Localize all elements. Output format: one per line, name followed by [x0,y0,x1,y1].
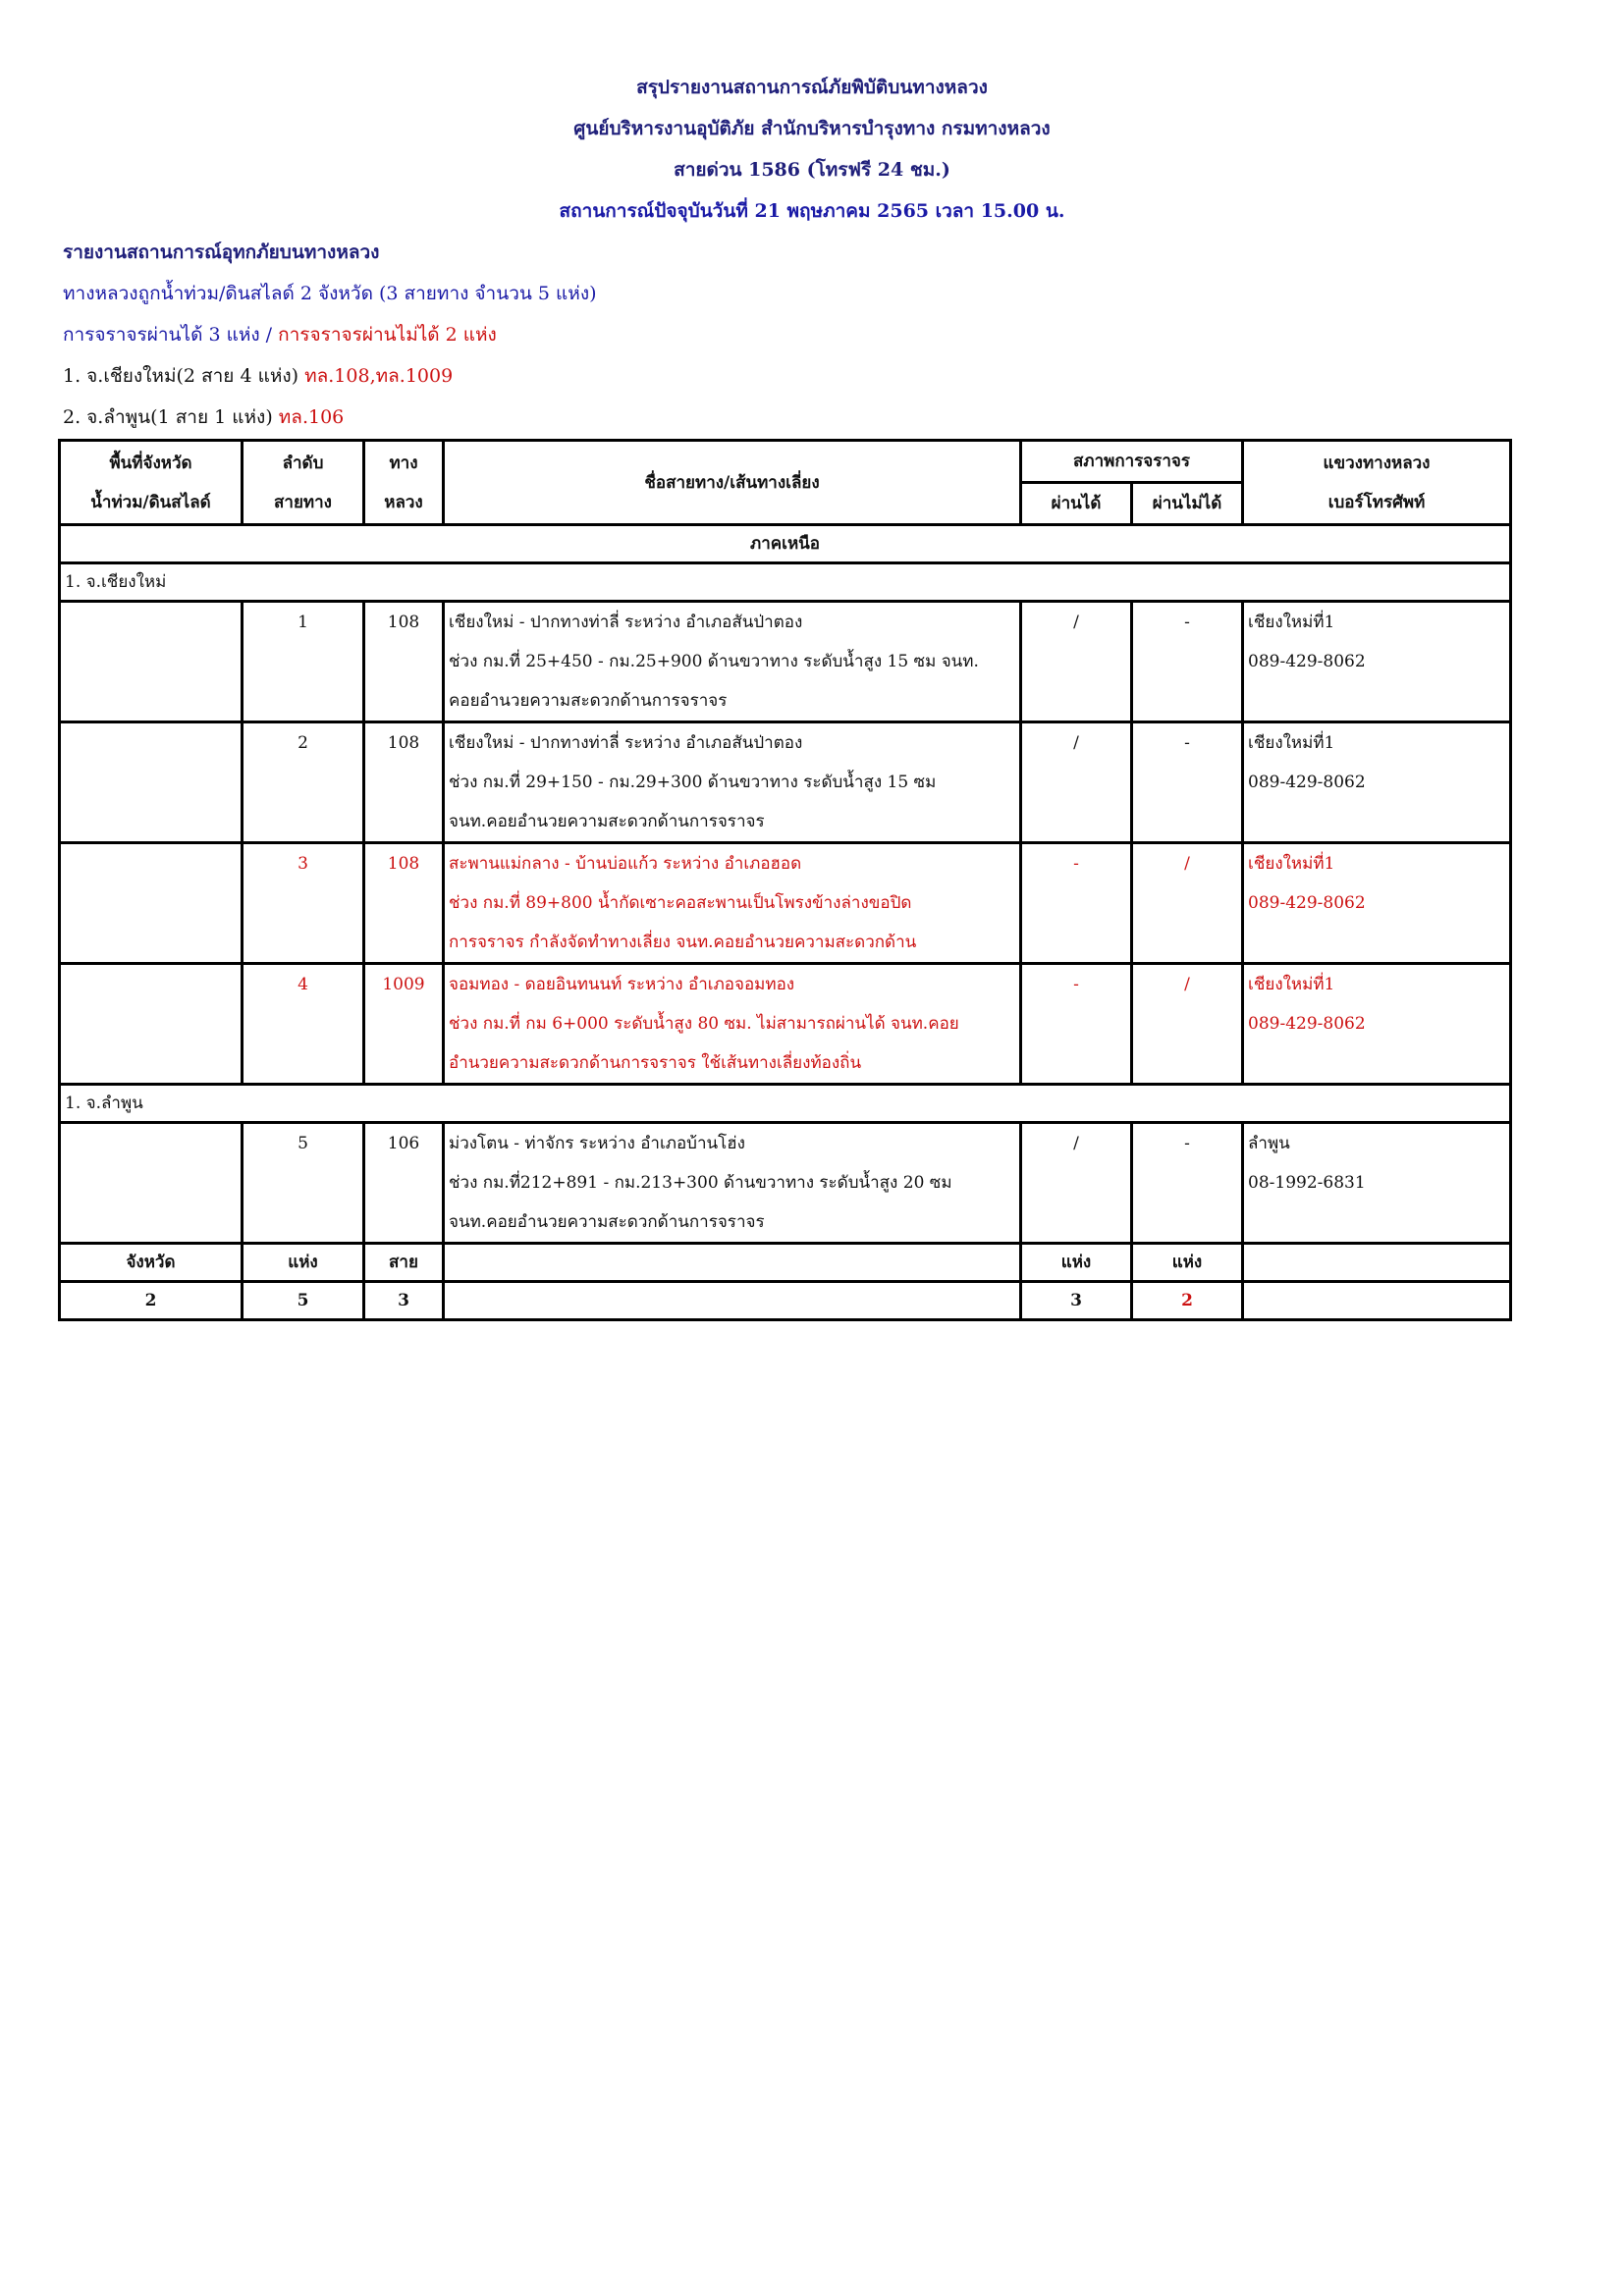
province-row-lamphun [60,1085,1511,1123]
province-2-summary [63,402,344,432]
route-description: จอมทอง - ดอยอินทนนท์ ระหว่าง อำเภอจอมทอง ช่วง กม.ที่ กม 6+000 ระดับน้ำสูง 80 ซม. ไม่สามารถผ่านได้ จนท.คอย อำนวยความสะดวกด้านการจราจร ใช้เส้นทางเลี่ยงท้องถิ่น [444,964,1021,1085]
route-description: ม่วงโตน - ท่าจักร ระหว่าง อำเภอบ้านโฮ่ง ช่วง กม.ที่212+891 - กม.213+300 ด้านขวาทาง ระดับน้ำสูง 20 ซม จนท.คอยอำนวยความสะดวกด้านการจราจร [444,1123,1021,1244]
region-label: ภาคเหนือ [60,525,1511,563]
table-row: 2 108 เชียงใหม่ - ปากทางท่าลี่ ระหว่าง อำเภอสันป่าตอง ช่วง กม.ที่ 29+150 - กม.29+300 ด้านขวาทาง ระดับน้ำสูง 15 ซม จนท.คอยอำนวยความสะดวกด้านการจราจร / - เชียงใหม่ที่1 089-429-8062 [60,722,1511,843]
route-description: เชียงใหม่ - ปากทางท่าลี่ ระหว่าง อำเภอสันป่าตอง ช่วง กม.ที่ 29+150 - กม.29+300 ด้านขวาทาง ระดับน้ำสูง 15 ซม จนท.คอยอำนวยความสะดวกด้านการจราจร [444,722,1021,843]
traffic-summary [63,320,497,349]
table-header-row-1 [60,441,1511,483]
footer-totals-row [60,1282,1511,1320]
header-highway: ทาง หลวง [364,441,444,525]
passable-count: การจราจรผ่านได้ 3 แห่ง / [63,324,273,346]
province-label: 1. จ.เชียงใหม่ [60,563,1511,602]
header-pass: ผ่านได้ [1021,483,1132,525]
impassable-count: การจราจรผ่านไม่ได้ 2 แห่ง [278,324,497,346]
flood-report-table [58,439,1512,1321]
province-1-routes: ทล.108,ทล.1009 [304,365,454,387]
total-nopass: 2 [1132,1282,1243,1320]
header-route: ชื่อสายทาง/เส้นทางเลี่ยง [444,441,1021,525]
footer-places-label: แห่ง [243,1244,364,1282]
agency-line: ศูนย์บริหารงานอุบัติภัย สำนักบริหารบำรุงทาง กรมทางหลวง [573,118,1051,139]
section-title: รายงานสถานการณ์อุทกภัยบนทางหลวง [63,241,380,263]
footer-header-row [60,1244,1511,1282]
province-1-label: 1. จ.เชียงใหม่(2 สาย 4 แห่ง) [63,365,299,387]
hotline-line: สายด่วน 1586 (โทรฟรี 24 ชม.) [674,159,950,181]
header-nopass: ผ่านไม่ได้ [1132,483,1243,525]
footer-pass-label: แห่ง [1021,1244,1132,1282]
report-title: สรุปรายงานสถานการณ์ภัยพิบัติบนทางหลวง [636,77,988,98]
province-2-routes: ทล.106 [278,406,345,428]
header-traffic: สภาพการจราจร [1021,441,1243,483]
total-provinces: 2 [60,1282,243,1320]
region-row [60,525,1511,563]
footer-province-label: จังหวัด [60,1244,243,1282]
footer-routes-label: สาย [364,1244,444,1282]
table-row: 4 1009 จอมทอง - ดอยอินทนนท์ ระหว่าง อำเภอจอมทอง ช่วง กม.ที่ กม 6+000 ระดับน้ำสูง 80 ซม. ไม่สามารถผ่านได้ จนท.คอย อำนวยความสะดวกด้านการจราจร ใช้เส้นทางเลี่ยงท้องถิ่น - / เชียงใหม่ที่1 089-429-8062 [60,964,1511,1085]
table-row: 5 106 ม่วงโตน - ท่าจักร ระหว่าง อำเภอบ้านโฮ่ง ช่วง กม.ที่212+891 - กม.213+300 ด้านขวาทาง ระดับน้ำสูง 20 ซม จนท.คอยอำนวยความสะดวกด้านการจราจร / - ลำพูน 08-1992-6831 [60,1123,1511,1244]
header-order: ลำดับ สายทาง [243,441,364,525]
total-places: 5 [243,1282,364,1320]
province-2-label: 2. จ.ลำพูน(1 สาย 1 แห่ง) [63,406,273,428]
route-description: เชียงใหม่ - ปากทางท่าลี่ ระหว่าง อำเภอสันป่าตอง ช่วง กม.ที่ 25+450 - กม.25+900 ด้านขวาทาง ระดับน้ำสูง 15 ซม จนท. คอยอำนวยความสะดวกด้านการจราจร [444,602,1021,722]
report-date: สถานการณ์ปัจจุบันวันที่ 21 พฤษภาคม 2565 เวลา 15.00 น. [559,200,1065,222]
total-routes: 3 [364,1282,444,1320]
province-row-chiangmai [60,563,1511,602]
route-description: สะพานแม่กลาง - บ้านบ่อแก้ว ระหว่าง อำเภอฮอด ช่วง กม.ที่ 89+800 น้ำกัดเซาะคอสะพานเป็นโพรงข้างล่างขอปิด การจราจร กำลังจัดทำทางเลี่ยง จนท.คอยอำนวยความสะดวกด้าน [444,843,1021,964]
province-label: 1. จ.ลำพูน [60,1085,1511,1123]
total-pass: 3 [1021,1282,1132,1320]
province-1-summary [63,361,453,391]
header-office: แขวงทางหลวง เบอร์โทรศัพท์ [1243,441,1511,525]
table-row: 1 108 เชียงใหม่ - ปากทางท่าลี่ ระหว่าง อำเภอสันป่าตอง ช่วง กม.ที่ 25+450 - กม.25+900 ด้านขวาทาง ระดับน้ำสูง 15 ซม จนท. คอยอำนวยความสะดวกด้านการจราจร / - เชียงใหม่ที่1 089-429-8062 [60,602,1511,722]
summary-line: ทางหลวงถูกน้ำท่วม/ดินสไลด์ 2 จังหวัด (3 สายทาง จำนวน 5 แห่ง) [63,283,597,304]
footer-nopass-label: แห่ง [1132,1244,1243,1282]
header-area: พื้นที่จังหวัด น้ำท่วม/ดินสไลด์ [60,441,243,525]
table-row: 3 108 สะพานแม่กลาง - บ้านบ่อแก้ว ระหว่าง อำเภอฮอด ช่วง กม.ที่ 89+800 น้ำกัดเซาะคอสะพานเป็นโพรงข้างล่างขอปิด การจราจร กำลังจัดทำทางเลี่ยง จนท.คอยอำนวยความสะดวกด้าน - / เชียงใหม่ที่1 089-429-8062 [60,843,1511,964]
